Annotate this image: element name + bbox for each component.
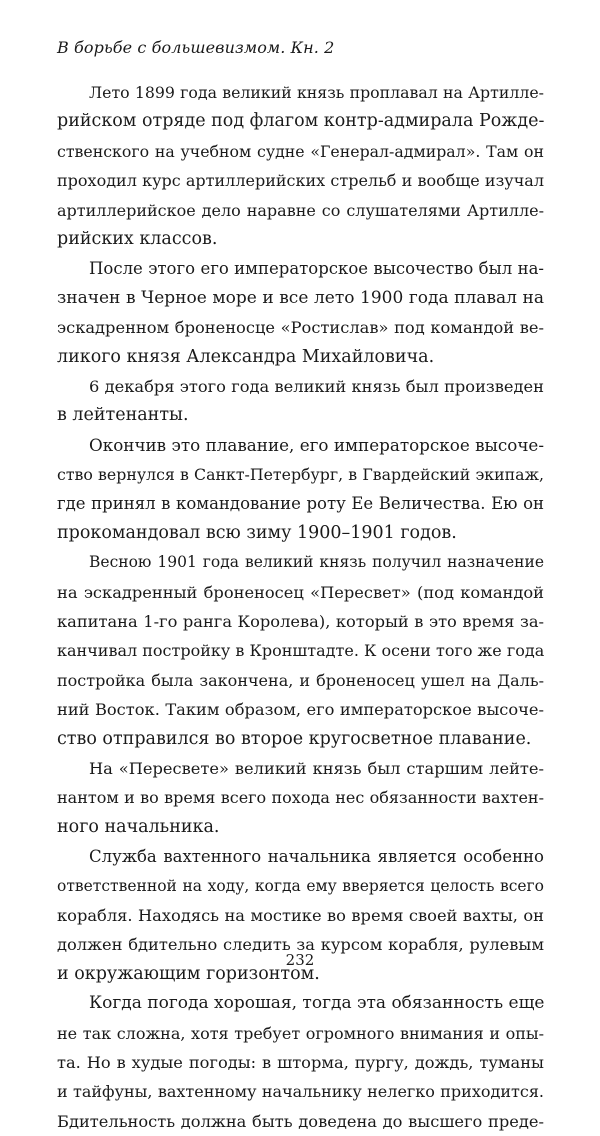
- text-line: где принял в командование роту Ее Величества. Ею он: [57, 494, 544, 514]
- text-line: ответственной на ходу, когда ему вверяется целость всего: [57, 876, 544, 895]
- text-line: ство отправился во второе кругосветное плавание.: [57, 728, 532, 749]
- text-line: должен бдительно следить за курсом корабля, рулевым: [57, 935, 544, 955]
- text-line: корабля. Находясь на мостике во время своей вахты, он: [57, 905, 544, 925]
- text-line: Когда погода хорошая, тогда эта обязанность еще: [89, 993, 544, 1014]
- text-line: эскадренном броненосце «Ростислав» под командой ве-: [57, 318, 544, 338]
- text-line: рийских классов.: [57, 228, 218, 249]
- text-line: ликого князя Александра Михайловича.: [57, 346, 435, 367]
- text-line: в лейтенанты.: [57, 405, 189, 426]
- text-line: нантом и во время всего похода нес обязанности вахтен-: [57, 788, 544, 808]
- text-line: После этого его императорское высочество был на-: [89, 259, 544, 279]
- text-line: Окончив это плавание, его императорское высоче-: [89, 434, 544, 455]
- text-line: Служба вахтенного начальника является особенно: [89, 847, 544, 867]
- text-line: Бдительность должна быть доведена до высшего преде-: [57, 1111, 544, 1131]
- text-line: Лето 1899 года великий князь проплавал на Артилле-: [89, 83, 544, 102]
- text-line: артиллерийское дело наравне со слушателями Артилле-: [57, 200, 544, 220]
- text-line: На «Пересвете» великий князь был старшим лейте-: [89, 758, 544, 778]
- text-line: ного начальника.: [57, 816, 220, 837]
- text-line: канчивал постройку в Кронштадте. К осени того же года: [57, 641, 544, 661]
- text-line: капитана 1-го ранга Королева), который в это время за-: [57, 612, 544, 632]
- page-number: 232: [285, 951, 315, 969]
- text-line: на эскадренный броненосец «Пересвет» (под командой: [57, 582, 544, 602]
- text-line: та. Но в худые погоды: в шторма, пургу, дождь, туманы: [57, 1052, 544, 1072]
- text-line: постройка была закончена, и броненосец ушел на Даль-: [57, 670, 544, 690]
- body-text: [57, 78, 544, 1136]
- text-line: ство вернулся в Санкт-Петербург, в Гвардейский экипаж,: [57, 465, 544, 485]
- text-line: не так сложна, хотя требует огромного внимания и опы-: [57, 1023, 544, 1043]
- text-line: и тайфуны, вахтенному начальнику нелегко приходится.: [57, 1082, 544, 1102]
- text-line: значен в Черное море и все лето 1900 года плавал на: [57, 287, 544, 308]
- text-line: проходил курс артиллерийских стрельб и вообще изучал: [57, 171, 544, 191]
- text-line: ний Восток. Таким образом, его императорское высоче-: [57, 700, 544, 720]
- text-line: Весною 1901 года великий князь получил назначение: [89, 553, 544, 572]
- running-header: В борьбе с большевизмом. Кн. 2: [57, 38, 335, 57]
- text-line: и окружающим горизонтом.: [57, 963, 320, 984]
- text-line: прокомандовал всю зиму 1900–1901 годов.: [57, 522, 457, 543]
- text-line: ственского на учебном судне «Генерал-адмирал». Там он: [57, 141, 544, 161]
- text-line: рийском отряде под флагом контр-адмирала Рожде-: [57, 111, 544, 132]
- text-line: 6 декабря этого года великий князь был произведен: [89, 376, 544, 396]
